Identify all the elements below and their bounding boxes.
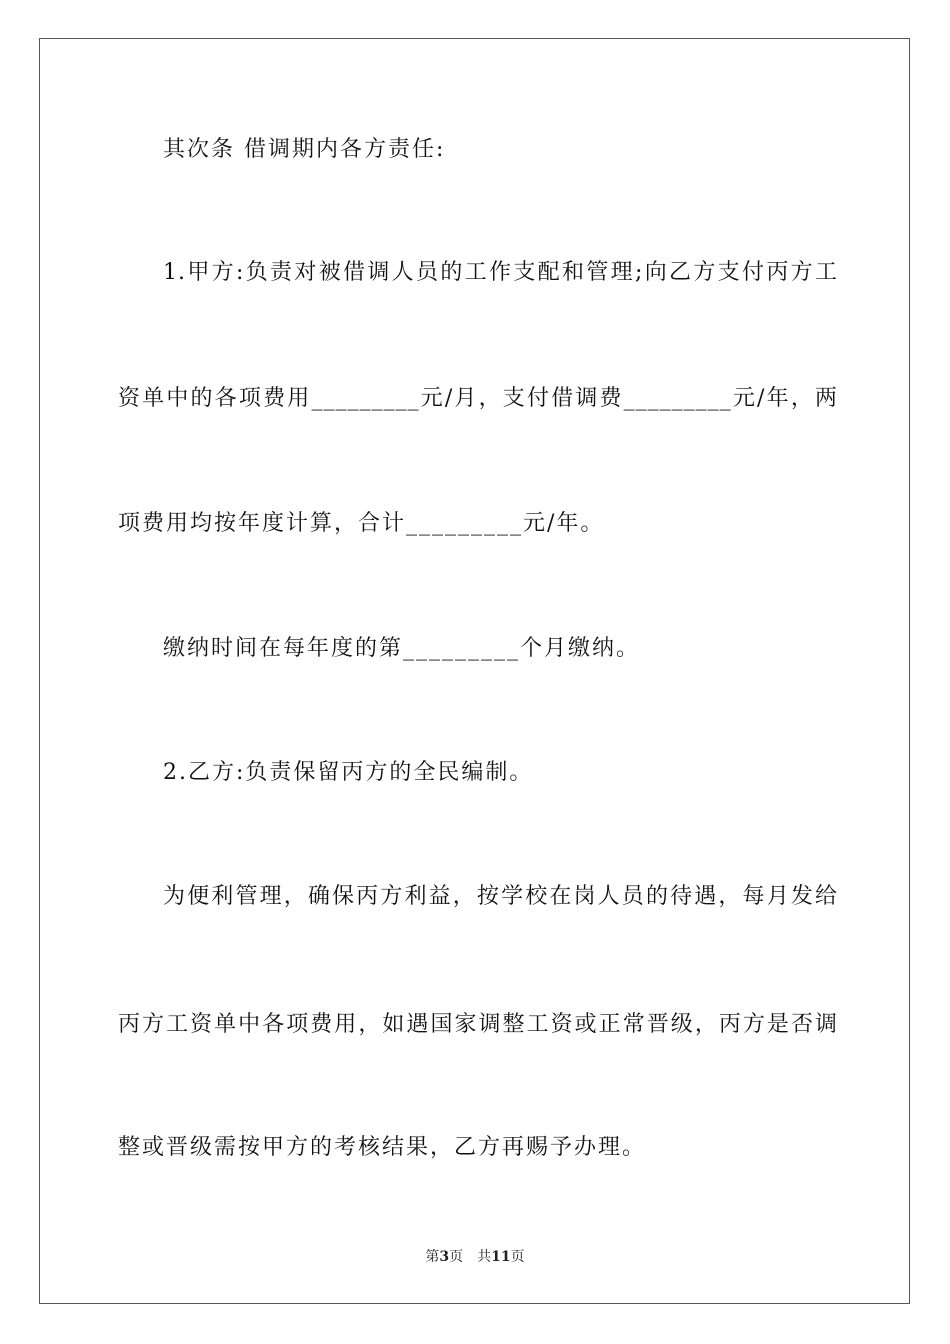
footer-page-suffix: 页 [449, 1249, 464, 1265]
paragraph-line-party-b: 2.乙方:负责保留丙方的全民编制。 [163, 760, 534, 785]
page-frame [39, 38, 910, 1304]
paragraph-line-management-3: 整或晋级需按甲方的考核结果，乙方再赐予办理。 [118, 1135, 647, 1160]
footer-total-prefix: 共 [477, 1249, 492, 1265]
paragraph-line-management-1: 为便利管理，确保丙方利益，按学校在岗人员的待遇，每月发给 [163, 884, 838, 909]
footer-page-number: 3 [439, 1249, 450, 1265]
paragraph-line-management-2: 丙方工资单中各项费用，如遇国家调整工资或正常晋级，丙方是否调 [118, 1012, 838, 1037]
paragraph-line-party-a-2: 资单中的各项费用_________元/月，支付借调费_________元/年，两 [118, 386, 838, 411]
page-footer [0, 1248, 950, 1266]
paragraph-line-payment-time: 缴纳时间在每年度的第_________个月缴纳。 [163, 636, 641, 661]
paragraph-line-party-a-3: 项费用均按年度计算，合计_________元/年。 [118, 511, 605, 536]
footer-total-pages: 11 [491, 1249, 511, 1265]
paragraph-line-party-a-1: 1.甲方:负责对被借调人员的工作支配和管理;向乙方支付丙方工 [163, 260, 838, 285]
footer-page-prefix: 第 [425, 1249, 440, 1265]
clause-heading: 其次条 借调期内各方责任: [163, 137, 446, 162]
footer-total-suffix: 页 [510, 1249, 525, 1265]
